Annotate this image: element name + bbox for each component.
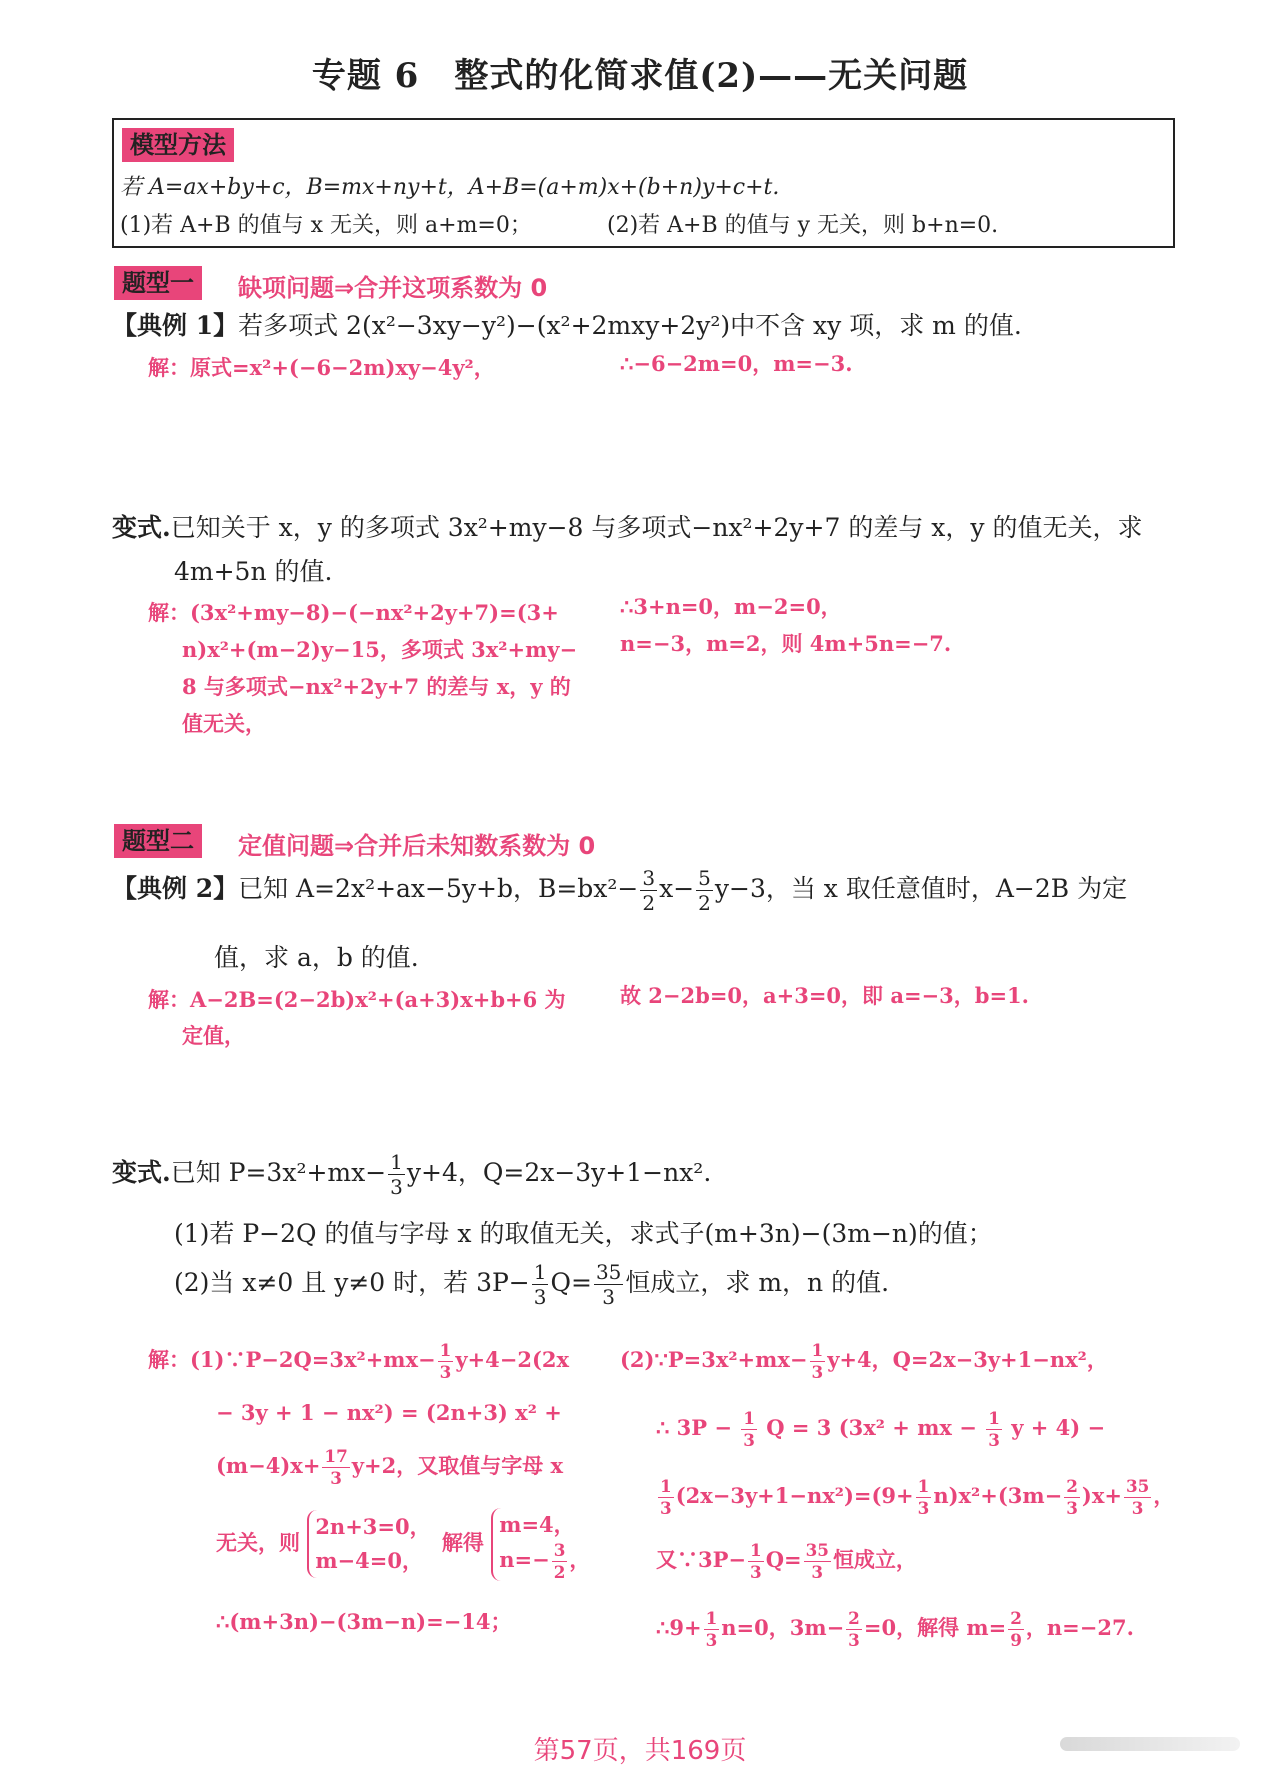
solution1-line2: − 3y + 1 − nx²) = (2n+3) x² + — [216, 1400, 562, 1425]
fraction: $\frac{2}{3}$ — [848, 1608, 860, 1650]
example2-answer-a2: 定值， — [182, 1023, 245, 1048]
variant2-text-b: y+4，Q=2x−3y+1−nx². — [406, 1158, 712, 1187]
equation-system-2: m=4， n=− $\frac{3}{2}$ ， — [491, 1508, 590, 1581]
solution1-line4: 无关，则 2n+3=0， m−4=0， 解得 m=4， n=− $\frac{3}{2}$ ， — [216, 1508, 590, 1581]
fraction: $\frac{1}{3}$ — [705, 1608, 718, 1650]
example1-label: 【典例 1】 — [112, 311, 239, 340]
solution2-line5: ∴9+ $\frac{1}{3}$ n=0，3m− $\frac{2}{3}$ =0，解得 m= $\frac{2}{9}$ ，n=−27. — [656, 1608, 1134, 1650]
type1-title: 缺项问题⇒合并这项系数为 0 — [238, 274, 548, 302]
variant1-question-line2: 4m+5n 的值. — [174, 557, 333, 586]
example2-label: 【典例 2】 — [112, 874, 239, 903]
variant1-answer-a4: 值无关， — [182, 711, 266, 736]
example2-question-line2: 值，求 a，b 的值. — [214, 943, 419, 972]
model-method-box — [112, 118, 1175, 248]
type2-tag: 题型二 — [114, 824, 202, 858]
solution2-line2: ∴ 3P − $\frac{1}{3}$ Q = 3 (3x² + mx − $\frac{1}{3}$ y + 4) − — [656, 1408, 1106, 1450]
fraction: $\frac{35}{3}$ — [1125, 1476, 1150, 1518]
equation-system-1: 2n+3=0， m−4=0， — [307, 1510, 430, 1578]
variant2-question-2: (2)当 x≠0 且 y≠0 时，若 3P− $\frac{1}{3}$ Q= $\frac{35}{3}$ 恒成立，求 m，n 的值. — [174, 1260, 890, 1309]
variant1-answer-a2: n)x²+(m−2)y−15，多项式 3x²+my− — [182, 637, 578, 662]
solution1-line5: ∴(m+3n)−(3m−n)=−14； — [216, 1609, 512, 1634]
solution2-line1: (2)∵P=3x²+mx− $\frac{1}{3}$ y+4，Q=2x−3y+1−nx²， — [620, 1340, 1108, 1382]
fraction: $\frac{17}{3}$ — [324, 1446, 348, 1488]
type2-title: 定值问题⇒合并后未知数系数为 0 — [238, 832, 596, 860]
variant1-question-line1 — [112, 508, 1142, 544]
example1-question — [112, 306, 1022, 342]
example2-text-c: y−3，当 x 取任意值时，A−2B 为定 — [714, 874, 1128, 903]
solution2-line3: $\frac{1}{3}$ (2x−3y+1−nx²)=(9+ $\frac{1}{3}$ n)x²+(3m− $\frac{2}{3}$ )x+ $\frac{35}{3}$ ， — [660, 1476, 1175, 1518]
fraction: $\frac{3}{2}$ — [553, 1540, 566, 1582]
example2-answer-a1: 解：A−2B=(2−2b)x²+(a+3)x+b+6 为 — [148, 987, 566, 1012]
fraction: $\frac{5}{2}$ — [698, 866, 711, 915]
fraction: $\frac{1}{3}$ — [750, 1540, 762, 1582]
fraction: $\frac{35}{3}$ — [595, 1260, 622, 1309]
solution2-line4: 又∵3P− $\frac{1}{3}$ Q= $\frac{35}{3}$ 恒成立， — [656, 1540, 917, 1582]
model-line-1: 若 A=ax+by+c，B=mx+ny+t，A+B=(a+m)x+(b+n)y+c+t. — [120, 175, 780, 200]
page-title: 专题 6 整式的化简求值(2)——无关问题 — [311, 56, 969, 96]
variant1-answer-a1: 解：(3x²+my−8)−(−nx²+2y+7)=(3+ — [148, 600, 559, 625]
example2-text-a: 已知 A=2x²+ax−5y+b，B=bx²− — [238, 874, 639, 903]
type1-tag: 题型一 — [114, 266, 202, 300]
variant2-label: 变式. — [112, 1158, 171, 1187]
example1-answer-a: 解：原式=x²+(−6−2m)xy−4y²， — [148, 355, 495, 380]
fraction: $\frac{2}{9}$ — [1010, 1608, 1022, 1650]
variant2-question-line1 — [112, 1152, 711, 1197]
fraction: $\frac{35}{3}$ — [805, 1540, 829, 1582]
page-number-footer: 第57页，共169页 — [533, 1736, 747, 1766]
variant1-text1: 已知关于 x，y 的多项式 3x²+my−8 与多项式−nx²+2y+7 的差与 x，y 的值无关，求 — [170, 513, 1143, 542]
variant1-answer-a3: 8 与多项式−nx²+2y+7 的差与 x，y 的 — [182, 674, 571, 699]
fraction: $\frac{1}{3}$ — [917, 1476, 930, 1518]
fraction: $\frac{1}{3}$ — [660, 1476, 672, 1518]
fraction: $\frac{3}{2}$ — [642, 866, 656, 915]
model-method-tag: 模型方法 — [122, 128, 234, 162]
example2-question-line1 — [112, 868, 1127, 913]
example1-text: 若多项式 2(x²−3xy−y²)−(x²+2mxy+2y²)中不含 xy 项，求 m 的值. — [238, 311, 1022, 340]
fraction: $\frac{1}{3}$ — [390, 1150, 403, 1199]
model-line-2a: (1)若 A+B 的值与 x 无关，则 a+m=0； — [120, 213, 532, 238]
example2-text-b: x− — [659, 874, 695, 903]
variant2-text-a: 已知 P=3x²+mx− — [170, 1158, 387, 1187]
example1-answer-b: ∴−6−2m=0，m=−3. — [620, 351, 853, 376]
fraction: $\frac{1}{3}$ — [533, 1260, 547, 1309]
fraction: $\frac{2}{3}$ — [1066, 1476, 1078, 1518]
fraction: $\frac{1}{3}$ — [439, 1340, 452, 1382]
variant1-answer-b2: n=−3，m=2，则 4m+5n=−7. — [620, 631, 952, 656]
variant2-question-1: (1)若 P−2Q 的值与字母 x 的取值无关，求式子(m+3n)−(3m−n)的值； — [174, 1219, 993, 1248]
variant1-answer-b1: ∴3+n=0，m−2=0， — [620, 594, 842, 619]
fraction: $\frac{1}{3}$ — [743, 1408, 755, 1450]
solution1-line3: (m−4)x+ $\frac{17}{3}$ y+2，又取值与字母 x — [216, 1446, 564, 1488]
model-line-2b: (2)若 A+B 的值与 y 无关，则 b+n=0. — [607, 213, 999, 238]
fraction: $\frac{1}{3}$ — [988, 1408, 1000, 1450]
solution1-line1: 解：(1)∵P−2Q=3x²+mx− $\frac{1}{3}$ y+4−2(2x — [148, 1340, 570, 1382]
example2-answer-b: 故 2−2b=0，a+3=0，即 a=−3，b=1. — [620, 983, 1029, 1008]
variant1-label: 变式. — [112, 513, 171, 542]
fraction: $\frac{1}{3}$ — [811, 1340, 824, 1382]
